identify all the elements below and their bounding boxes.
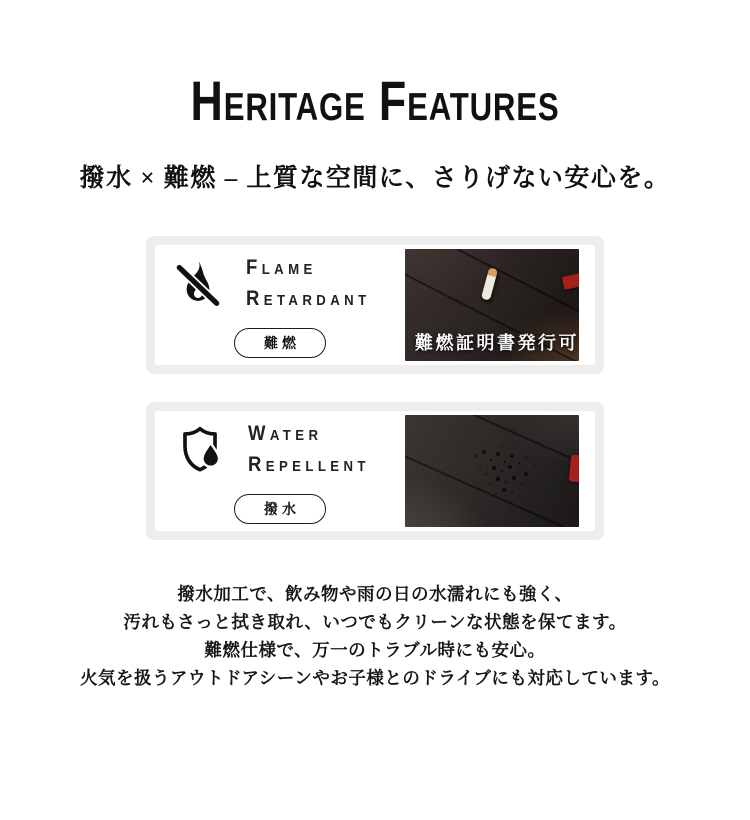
feature-label-line2: Retardant xyxy=(246,287,371,311)
feature-label-water xyxy=(248,418,370,481)
feature-card-flame xyxy=(155,245,595,365)
photo-caption: 難燃証明書発行可 xyxy=(415,332,579,353)
no-fire-icon xyxy=(172,254,224,312)
badge-hassui: 撥水 xyxy=(234,494,326,524)
water-droplets-graphic xyxy=(405,415,407,417)
feature-info-water xyxy=(155,418,405,524)
feature-info-flame xyxy=(155,252,405,358)
feature-label-line1: Flame xyxy=(246,255,317,279)
description-paragraph xyxy=(0,580,750,692)
feature-panel-flame xyxy=(146,236,604,374)
photo-flame-test xyxy=(405,249,579,361)
feature-label-flame xyxy=(246,252,371,315)
seat-seam-line xyxy=(405,442,579,527)
feature-panel-water xyxy=(146,402,604,540)
cigarette-graphic xyxy=(481,267,498,300)
red-buckle-graphic xyxy=(569,454,579,482)
description-line: 火気を扱うアウトドアシーンやお子様とのドライブにも対応しています。 xyxy=(80,667,670,688)
red-buckle-graphic xyxy=(562,274,579,291)
description-line: 難燃仕様で、万一のトラブル時にも安心。 xyxy=(204,639,546,660)
feature-label-line1: Water xyxy=(247,421,323,445)
photo-water-test xyxy=(405,415,579,527)
feature-head-flame xyxy=(172,252,388,315)
seat-seam-line xyxy=(405,415,579,493)
shield-droplet-icon xyxy=(174,420,226,478)
feature-head-water xyxy=(174,418,387,481)
badge-nannen: 難燃 xyxy=(234,328,326,358)
feature-label-line2: Repellent xyxy=(247,453,370,477)
feature-list xyxy=(146,236,604,540)
description-line: 撥水加工で、飲み物や雨の日の水濡れにも強く、 xyxy=(177,583,573,604)
page-title: Heritage Features xyxy=(190,69,560,132)
page-subtitle: 撥水 × 難燃 – 上質な空間に、さりげない安心を。 xyxy=(79,164,671,192)
description-line: 汚れもさっと拭き取れ、いつでもクリーンな状態を保てます。 xyxy=(123,611,627,632)
feature-card-water xyxy=(155,411,595,531)
